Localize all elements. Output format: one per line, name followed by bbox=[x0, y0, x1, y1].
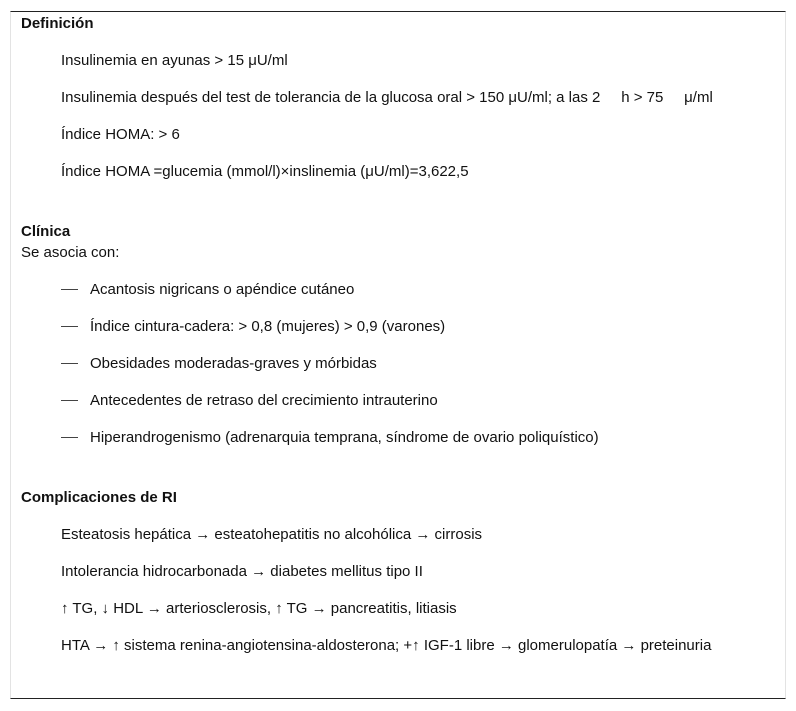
clinica-heading: Clínica bbox=[21, 223, 71, 240]
clinica-item bbox=[61, 318, 445, 335]
dash-bullet bbox=[61, 355, 90, 372]
complicaciones-line-4: HTA → ↑ sistema renina-angiotensina-aldosterona; +↑ IGF-1 libre → glomerulopatía → preteinuria bbox=[61, 637, 712, 654]
clinica-intro: Se asocia con: bbox=[21, 244, 120, 261]
dash-bullet bbox=[61, 281, 90, 298]
definicion-line-2: Insulinemia después del test de tolerancia de la glucosa oral > 150 μU/ml; a las 2 h > 75 μ/ml bbox=[61, 89, 713, 106]
clinica-item bbox=[61, 355, 377, 372]
clinica-item-text: Obesidades moderadas-graves y mórbidas bbox=[90, 355, 377, 372]
clinica-item bbox=[61, 429, 599, 446]
clinica-item-text: Antecedentes de retraso del crecimiento intrauterino bbox=[90, 392, 438, 409]
clinica-item bbox=[61, 281, 354, 298]
complicaciones-line-2: Intolerancia hidrocarbonada → diabetes mellitus tipo II bbox=[61, 563, 423, 580]
clinica-item-text: Acantosis nigricans o apéndice cutáneo bbox=[90, 281, 355, 298]
dash-bullet bbox=[61, 318, 90, 335]
complicaciones-line-1: Esteatosis hepática → esteatohepatitis no alcohólica → cirrosis bbox=[61, 526, 483, 543]
dash-bullet bbox=[61, 392, 90, 409]
definicion-line-3: Índice HOMA: > 6 bbox=[61, 126, 180, 143]
definicion-line-1: Insulinemia en ayunas > 15 μU/ml bbox=[61, 52, 288, 69]
complicaciones-line-3: ↑ TG, ↓ HDL → arteriosclerosis, ↑ TG → pancreatitis, litiasis bbox=[61, 600, 457, 617]
complicaciones-heading: Complicaciones de RI bbox=[21, 489, 177, 506]
clinica-item bbox=[61, 392, 438, 409]
clinica-item-text: Hiperandrogenismo (adrenarquia temprana, síndrome de ovario poliquístico) bbox=[90, 429, 599, 446]
clinica-item-text: Índice cintura-cadera: > 0,8 (mujeres) > 0,9 (varones) bbox=[90, 318, 446, 335]
dash-bullet bbox=[61, 429, 90, 446]
definicion-line-4: Índice HOMA =glucemia (mmol/l)×inslinemia (μU/ml)=3,622,5 bbox=[61, 163, 469, 180]
definicion-heading: Definición bbox=[21, 15, 94, 32]
